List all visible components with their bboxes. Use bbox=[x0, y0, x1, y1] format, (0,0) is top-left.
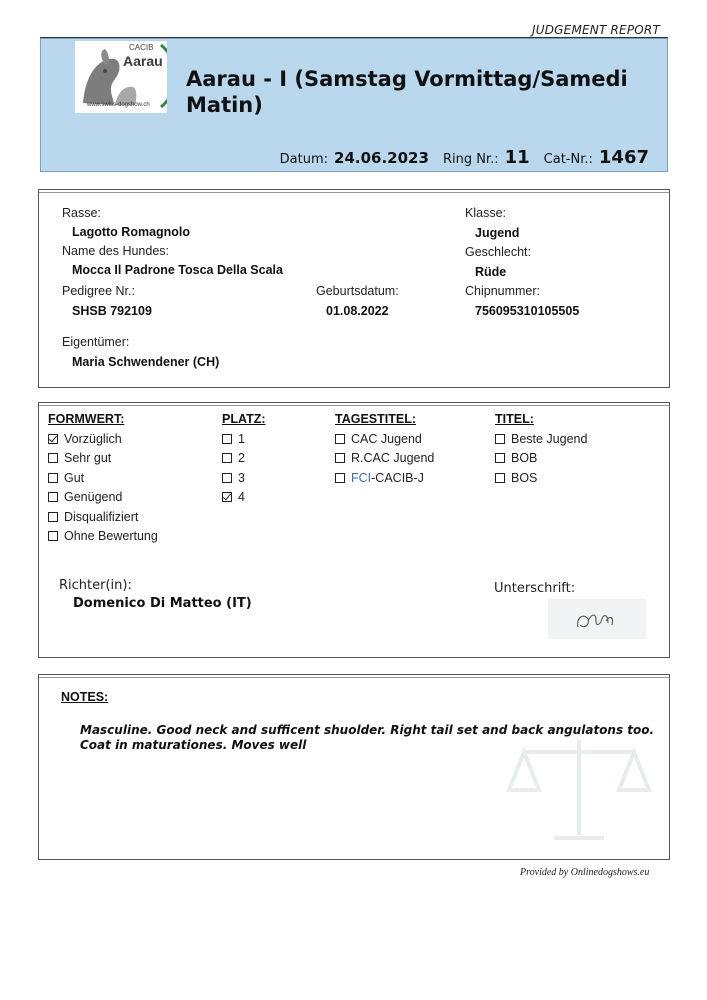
checkbox[interactable] bbox=[48, 453, 58, 463]
checkbox-checked[interactable] bbox=[222, 492, 232, 502]
checkbox[interactable] bbox=[335, 473, 345, 483]
titel-option-bos[interactable]: BOS bbox=[495, 471, 537, 485]
date-value: 24.06.2023 bbox=[334, 149, 429, 167]
chip-label: Chipnummer: bbox=[465, 284, 541, 298]
dog-name-label: Name des Hundes: bbox=[62, 244, 170, 258]
notes-heading: NOTES: bbox=[61, 690, 109, 704]
checkbox[interactable] bbox=[495, 434, 505, 444]
signature-area[interactable] bbox=[548, 599, 646, 639]
judge-label: Richter(in): bbox=[59, 578, 132, 593]
header-panel bbox=[40, 38, 668, 172]
signature-label: Unterschrift: bbox=[494, 581, 576, 596]
date-label: Datum: bbox=[279, 152, 329, 167]
event-title: Aarau - I (Samstag Vormittag/Samedi Matin) bbox=[186, 67, 628, 117]
checkbox[interactable] bbox=[222, 434, 232, 444]
tagestitel-option-rcac-jugend[interactable]: R.CAC Jugend bbox=[335, 451, 434, 465]
tagestitel-heading: TAGESTITEL: bbox=[335, 412, 417, 426]
sex-value: Rüde bbox=[475, 265, 507, 279]
logo-name: Aarau bbox=[123, 53, 163, 69]
checkbox[interactable] bbox=[48, 473, 58, 483]
checkbox[interactable] bbox=[48, 512, 58, 522]
checkbox[interactable] bbox=[48, 531, 58, 541]
provider-credit: Provided by Onlinedogshows.eu bbox=[520, 867, 650, 878]
fci-prefix: FCI bbox=[351, 471, 372, 485]
birthdate-value: 01.08.2022 bbox=[326, 304, 389, 318]
formwert-option-vorzueglich[interactable]: Vorzüglich bbox=[48, 432, 122, 446]
ring-label: Ring Nr.: bbox=[442, 152, 499, 167]
breed-value: Lagotto Romagnolo bbox=[72, 225, 191, 239]
tagestitel-option-fci-cacib-j[interactable]: FCI -CACIB-J bbox=[335, 471, 424, 485]
signature-icon bbox=[548, 599, 646, 639]
titel-option-bob[interactable]: BOB bbox=[495, 451, 537, 465]
platz-option-2[interactable]: 2 bbox=[222, 451, 245, 465]
owner-label: Eigentümer: bbox=[62, 335, 130, 349]
chip-value: 756095310105505 bbox=[475, 304, 580, 318]
ring-value: 11 bbox=[504, 147, 530, 168]
dog-name-value: Mocca Il Padrone Tosca Della Scala bbox=[72, 263, 283, 277]
platz-heading: PLATZ: bbox=[222, 412, 266, 426]
notes-panel bbox=[38, 674, 670, 860]
event-info-line bbox=[280, 147, 649, 168]
checkbox[interactable] bbox=[335, 453, 345, 463]
checkbox[interactable] bbox=[48, 492, 58, 502]
owner-value: Maria Schwendener (CH) bbox=[72, 355, 220, 369]
class-label: Klasse: bbox=[465, 206, 506, 220]
checkbox[interactable] bbox=[222, 453, 232, 463]
checkbox[interactable] bbox=[222, 473, 232, 483]
logo-website: www.swiss-dogshow.ch bbox=[87, 102, 150, 108]
tagestitel-option-cac-jugend[interactable]: CAC Jugend bbox=[335, 432, 422, 446]
notes-line-2: Coat in maturationes. Moves well bbox=[80, 738, 307, 752]
sex-label: Geschlecht: bbox=[465, 245, 532, 259]
birthdate-label: Geburtsdatum: bbox=[316, 284, 399, 298]
platz-option-1[interactable]: 1 bbox=[222, 432, 245, 446]
scales-watermark-icon bbox=[504, 730, 654, 850]
formwert-option-disqualifiziert[interactable]: Disqualifiziert bbox=[48, 510, 138, 524]
formwert-option-ohne-bewertung[interactable]: Ohne Bewertung bbox=[48, 529, 158, 543]
checkbox[interactable] bbox=[495, 453, 505, 463]
show-logo bbox=[75, 41, 167, 113]
report-type-label: JUDGEMENT REPORT bbox=[532, 23, 660, 37]
dog-details-panel bbox=[38, 189, 670, 388]
notes-line-1: Masculine. Good neck and sufficent shuolder. Right tail set and back angulatons too. bbox=[80, 723, 655, 737]
checkbox[interactable] bbox=[495, 473, 505, 483]
cat-label: Cat-Nr.: bbox=[543, 152, 593, 167]
platz-option-4[interactable]: 4 bbox=[222, 490, 245, 504]
logo-badge: CACIB bbox=[129, 43, 154, 52]
formwert-option-gut[interactable]: Gut bbox=[48, 471, 84, 485]
platz-option-3[interactable]: 3 bbox=[222, 471, 245, 485]
cat-value: 1467 bbox=[598, 147, 649, 168]
formwert-option-genuegend[interactable]: Genügend bbox=[48, 490, 122, 504]
judge-name: Domenico Di Matteo (IT) bbox=[73, 596, 252, 611]
pedigree-value: SHSB 792109 bbox=[72, 304, 152, 318]
checkbox-checked[interactable] bbox=[48, 434, 58, 444]
breed-label: Rasse: bbox=[62, 206, 101, 220]
checkbox[interactable] bbox=[335, 434, 345, 444]
formwert-option-sehr-gut[interactable]: Sehr gut bbox=[48, 451, 111, 465]
formwert-heading: FORMWERT: bbox=[48, 412, 125, 426]
titel-heading: TITEL: bbox=[495, 412, 534, 426]
titel-option-beste-jugend[interactable]: Beste Jugend bbox=[495, 432, 587, 446]
pedigree-label: Pedigree Nr.: bbox=[62, 284, 135, 298]
class-value: Jugend bbox=[475, 226, 520, 240]
